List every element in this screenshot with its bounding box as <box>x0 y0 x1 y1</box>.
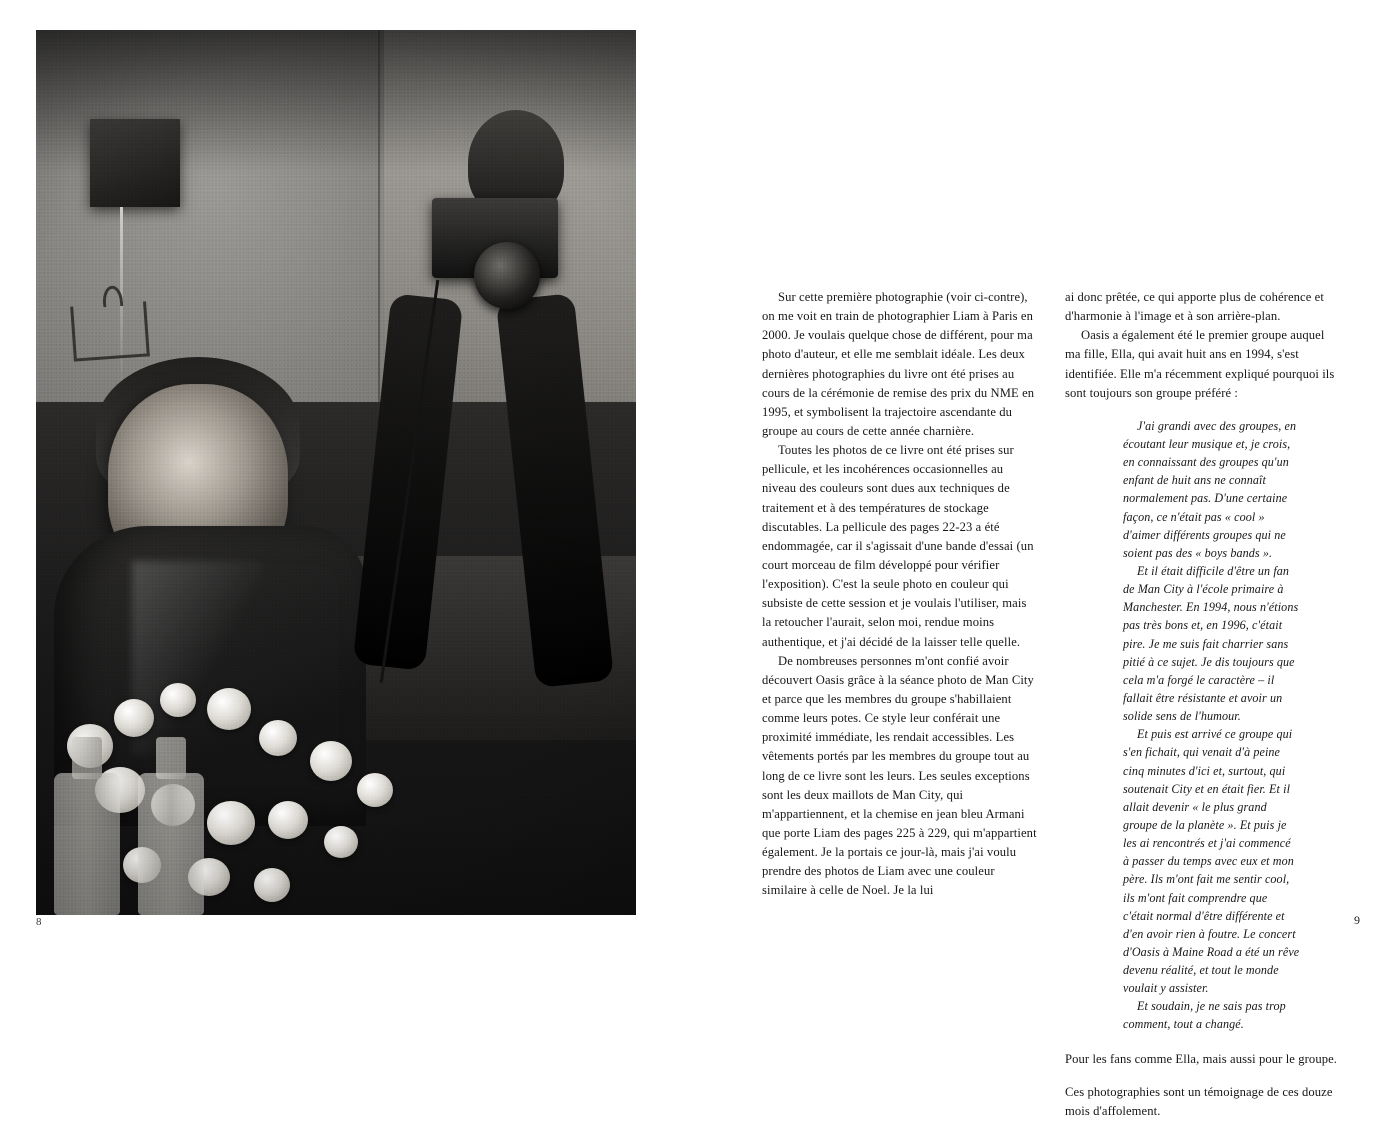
pull-quote <box>1105 417 1300 1034</box>
water-bottle <box>54 773 120 915</box>
quote-paragraph: Et puis est arrivé ce groupe qui s'en fichait, qui venait d'à peine cinq minutes d'ici et, surtout, qui soutenait City et en était fier. Et il allait devenir « le plus grand groupe de la planète ». Et puis je les ai rencontrés et j'ai commencé à passer du temps avec eux et mon père. Ils m'ont fait me sentir cool, ils m'ont fait comprendre que c'était normal d'être différente et d'en avoir rien à foutre. Le concert d'Oasis à Maine Road a été un rêve devenu réalité, et tout le monde voulait y assister. <box>1123 727 1300 996</box>
quote-paragraph: Et il était difficile d'être un fan de Man City à l'école primaire à Manchester. En 1994, nous n'étions pas très bons et, en 1996, c'était pire. Je me suis fait charrier sans pitié à ce sujet. Je dis toujours que cela m'a forgé le caractère – il fallait être résistante et avoir un solide sens de l'humour. <box>1123 563 1299 724</box>
column-left <box>762 288 1037 1121</box>
column-right <box>1065 288 1340 1121</box>
text-columns <box>762 288 1340 1121</box>
paragraph: Toutes les photos de ce livre ont été prises sur pellicule, et les incohérences occasionnelles au niveau des couleurs sont dues aux techniques de traitement et à des températures de stockage discutables. La pellicule des pages 22-23 a été endommagée, car il s'agissait d'une bande d'essai (un court morceau de film développé pour vérifier l'exposition). C'est la seule photo en couleur qui subsiste de cette session et je voulais l'utiliser, mais la retoucher l'aurait, selon moi, rendue moins authentique, et j'ai décidé de la laisser telle quelle. <box>762 443 1034 649</box>
coat-hanger-icon <box>70 302 150 362</box>
page-number-right: 9 <box>1354 913 1360 927</box>
paragraph: ai donc prêtée, ce qui apporte plus de cohérence et d'harmonie à l'image et à son arrière-plan. <box>1065 290 1324 324</box>
right-page <box>700 0 1400 1118</box>
paragraph: Oasis a également été le premier groupe auquel ma fille, Ella, qui avait huit ans en 1994, s'est identifiée. Elle m'a récemment expliqué pourquoi ils sont toujours son groupe préféré : <box>1065 328 1335 400</box>
speaker-box <box>90 119 180 208</box>
photograph <box>36 30 636 915</box>
quote-paragraph: Et soudain, je ne sais pas trop comment, tout a changé. <box>1123 999 1286 1032</box>
left-page <box>0 0 700 950</box>
water-bottle <box>138 773 204 915</box>
paragraph: Sur cette première photographie (voir ci-contre), on me voit en train de photographier Liam à Paris en 2000. Je voulais quelque chose de différent, pour ma photo d'auteur, et elle me semblait idéale. Les deux dernières photographies du livre ont été prises au cours de la cérémonie de remise des prix du NME en 1995, et symbolisent la trajectoire ascendante du groupe au cours de cette année charnière. <box>762 290 1035 438</box>
paragraph: Ces photographies sont un témoignage de ces douze mois d'affolement. <box>1065 1084 1333 1118</box>
quote-paragraph: J'ai grandi avec des groupes, en écoutant leur musique et, je crois, en connaissant des groupes qu'un enfant de huit ans ne connaît normalement pas. D'une certaine façon, ce n'était pas « cool » d'aimer différents groupes qui ne soient pas des « boys bands ». <box>1123 418 1297 560</box>
page-number-left: 8 <box>36 916 42 928</box>
paragraph: De nombreuses personnes m'ont confié avoir découvert Oasis grâce à la séance photo de Man City et parce que les membres du groupe s'habillaient comme leurs potes. Ce style leur conférait une proximité immédiate, les rendait accessibles. Les vêtements portés par les membres du groupe tout au long de ce livre sont les leurs. Les seules exceptions sont les deux maillots de Man City, qui m'appartiennent, et la chemise en jean bleu Armani que porte Liam des pages 225 à 229, qui m'appartient également. Je la portais ce jour-là, mais j'ai voulu prendre des photos de Liam avec une couleur similaire à celle de Noel. Je la lui <box>762 653 1037 898</box>
camera-lens-icon <box>474 242 540 308</box>
paragraph: Pour les fans comme Ella, mais aussi pour le groupe. <box>1065 1051 1338 1066</box>
